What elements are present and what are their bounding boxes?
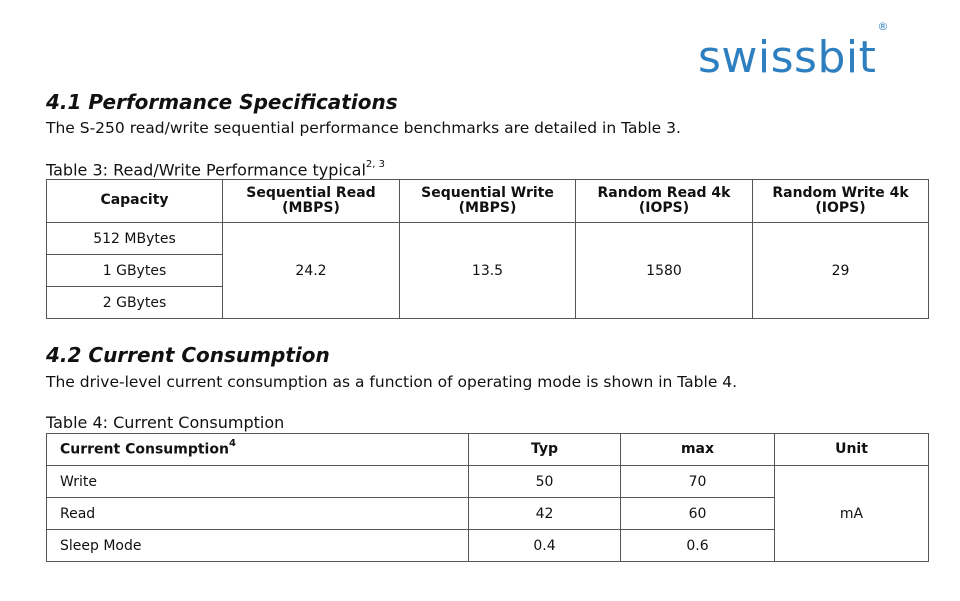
max-cell: 0.6	[621, 530, 775, 562]
table3-caption	[46, 159, 385, 180]
capacity-cell: 2 GBytes	[47, 287, 223, 319]
header-current-consumption	[47, 434, 469, 466]
typ-cell: 50	[469, 466, 621, 498]
header-sequential-write	[400, 180, 576, 223]
unit-cell: mA	[775, 466, 929, 562]
header-max: max	[621, 434, 775, 466]
current-description: The drive-level current consumption as a function of operating mode is shown in Table 4.	[46, 373, 738, 391]
table-row	[47, 466, 929, 498]
table4-caption: Table 4: Current Consumption	[46, 413, 285, 432]
sequential-write-value: 13.5	[400, 223, 576, 319]
header-sequential-read	[223, 180, 400, 223]
section-heading-current: 4.2 Current Consumption	[46, 343, 330, 367]
max-cell: 60	[621, 498, 775, 530]
header-capacity: Capacity	[47, 180, 223, 223]
random-read-value: 1580	[576, 223, 753, 319]
header-typ: Typ	[469, 434, 621, 466]
header-line: Sequential Write	[421, 184, 554, 201]
capacity-cell: 512 MBytes	[47, 223, 223, 255]
mode-cell: Read	[47, 498, 469, 530]
typ-cell: 42	[469, 498, 621, 530]
capacity-cell: 1 GBytes	[47, 255, 223, 287]
header-unit: (IOPS)	[638, 200, 690, 216]
table3-caption-text: Table 3: Read/Write Performance typical	[46, 160, 366, 180]
header-line: Random Read 4k	[597, 184, 731, 201]
typ-cell: 0.4	[469, 530, 621, 562]
performance-table	[46, 179, 929, 319]
table3-caption-footnote: 2, 3	[365, 159, 385, 170]
mode-cell: Sleep Mode	[47, 530, 469, 562]
header-line: Sequential Read	[246, 184, 376, 201]
mode-cell: Write	[47, 466, 469, 498]
performance-description: The S-250 read/write sequential performance benchmarks are detailed in Table 3.	[46, 119, 681, 137]
logo-text: swissbit	[698, 32, 877, 83]
header-random-read	[576, 180, 753, 223]
header-footnote: 4	[228, 438, 236, 450]
header-line: Random Write 4k	[772, 184, 909, 201]
header-unit: Unit	[775, 434, 929, 466]
header-unit: (MBPS)	[458, 200, 517, 216]
table-header-row	[47, 180, 929, 223]
header-unit: (MBPS)	[282, 200, 340, 216]
sequential-read-value: 24.2	[223, 223, 400, 319]
max-cell: 70	[621, 466, 775, 498]
table-header-row	[47, 434, 929, 466]
header-random-write	[753, 180, 929, 223]
random-write-value: 29	[753, 223, 929, 319]
header-text: Current Consumption	[60, 442, 229, 459]
section-heading-performance: 4.1 Performance Specifications	[46, 90, 398, 114]
swissbit-logo	[698, 20, 889, 83]
current-consumption-table	[46, 433, 929, 562]
registered-mark: ®	[877, 20, 889, 34]
table-row	[47, 223, 929, 255]
header-unit: (IOPS)	[815, 200, 866, 216]
